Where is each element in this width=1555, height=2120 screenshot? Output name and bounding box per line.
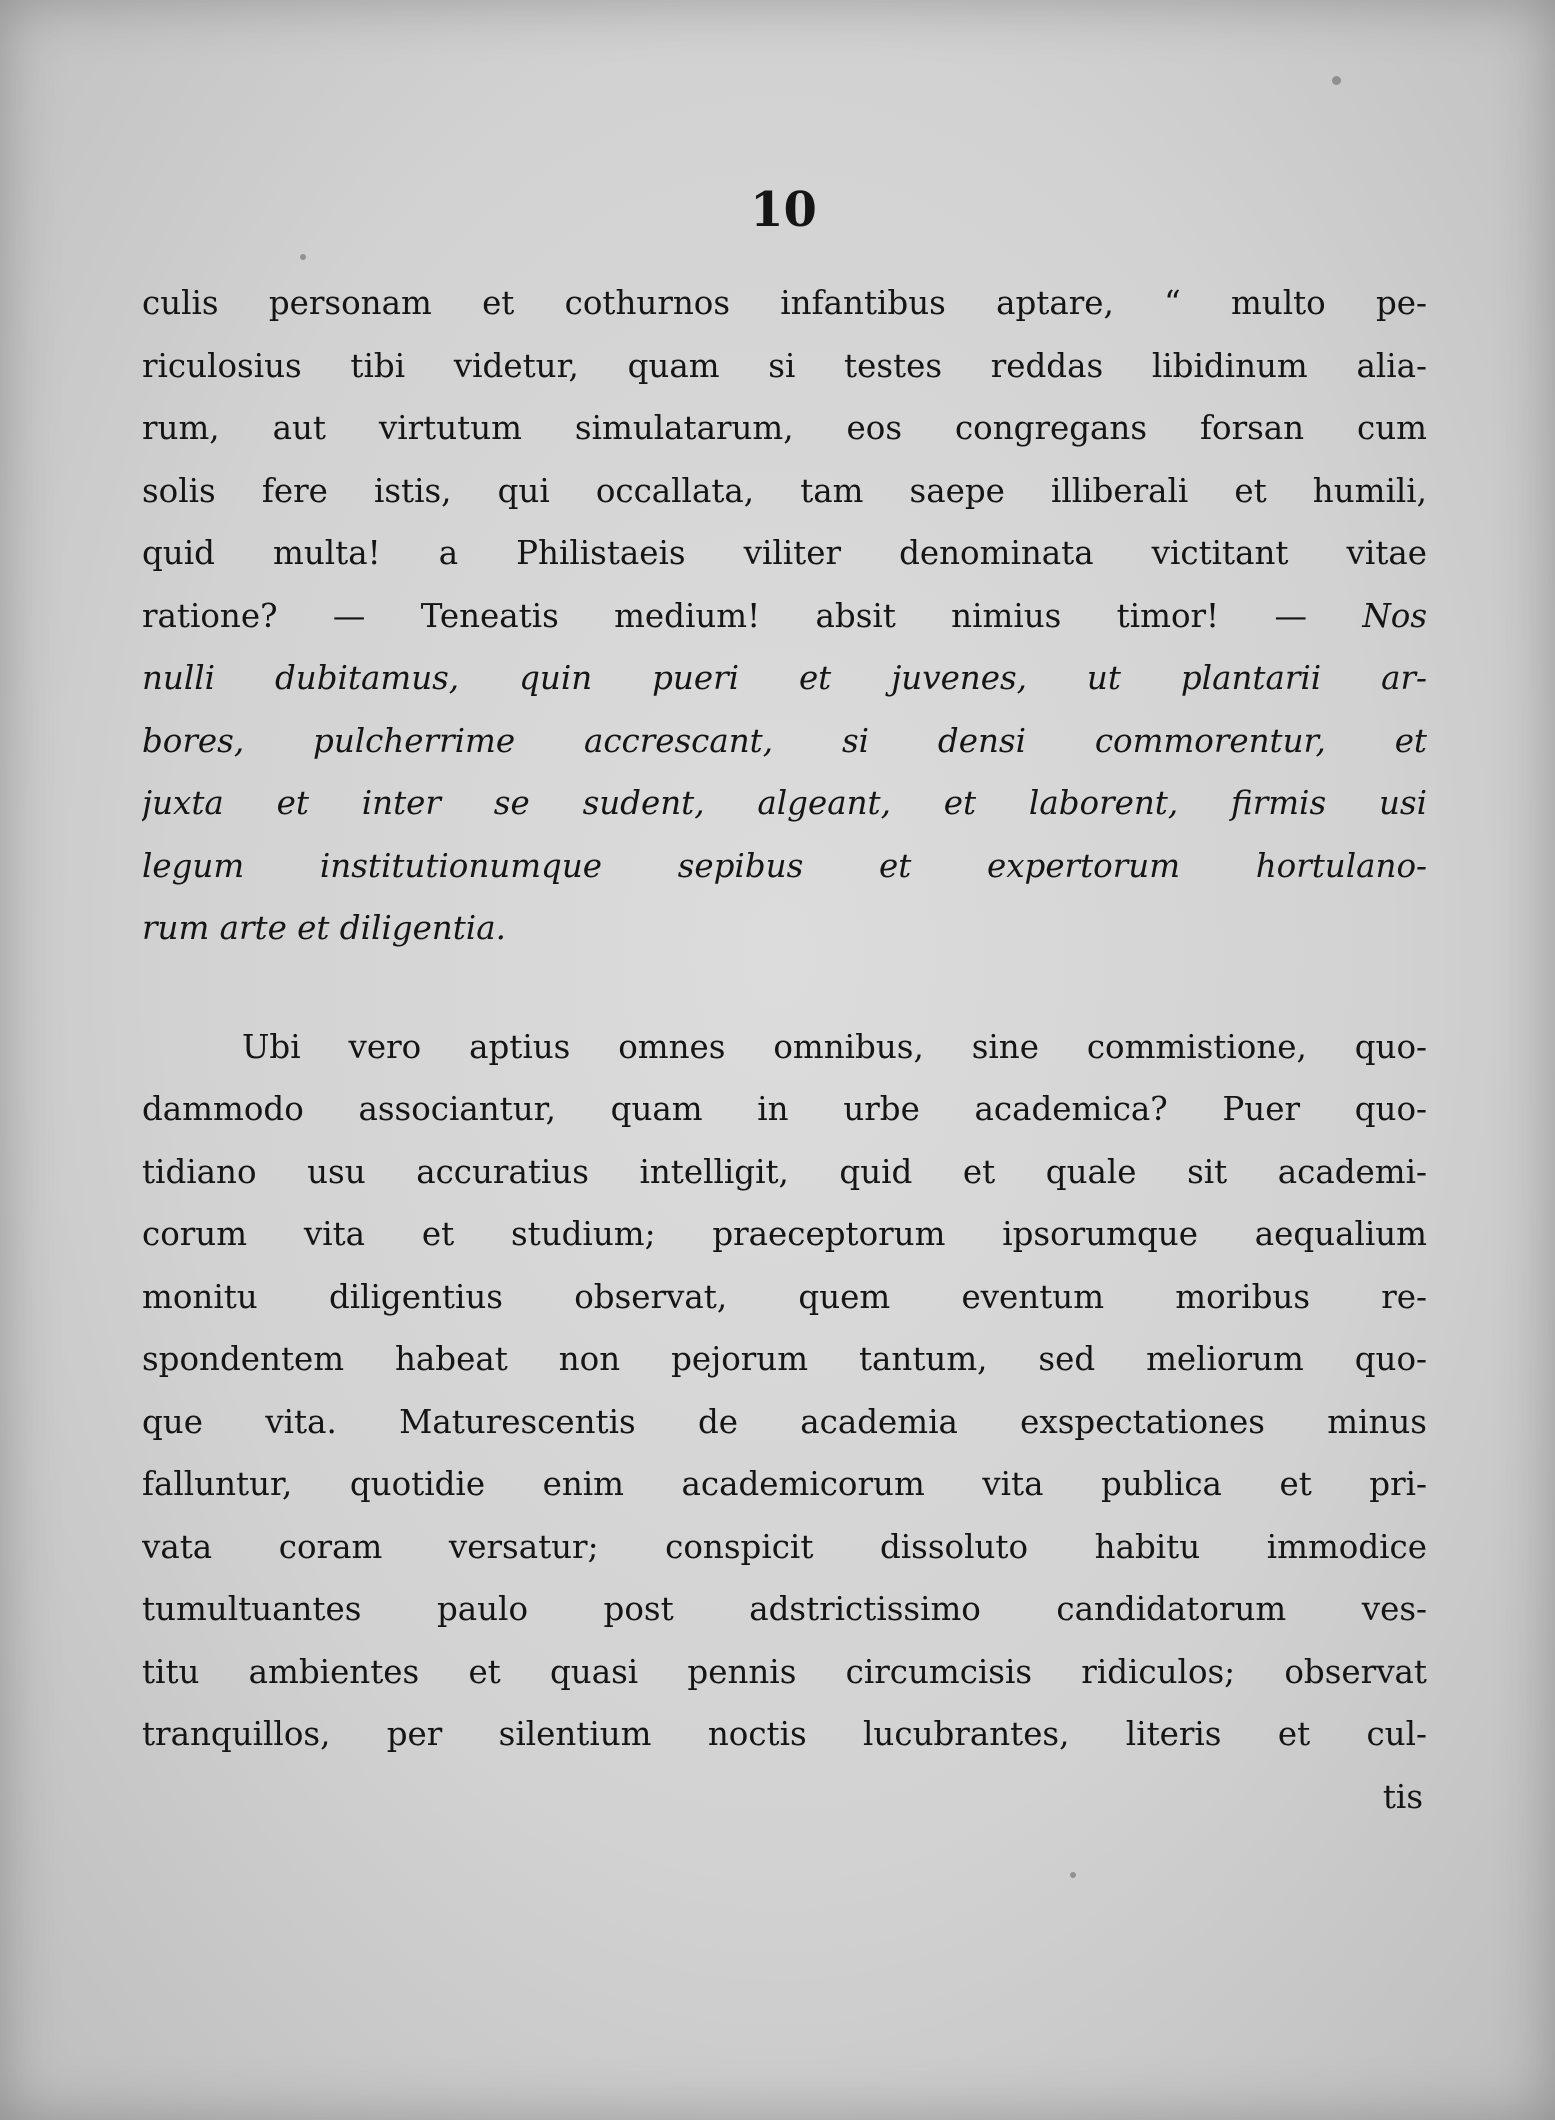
text-line: solis fere istis, qui occallata, tam saepe illiberali et humili, — [142, 471, 1427, 510]
paragraph-gap — [142, 960, 1427, 1016]
text-line: titu ambientes et quasi pennis circumcisis ridiculos; observat — [142, 1652, 1427, 1691]
text-line: monitu diligentius observat, quem eventum moribus re- — [142, 1277, 1427, 1316]
text-line: falluntur, quotidie enim academicorum vita publica et pri- — [142, 1465, 1427, 1503]
text-line — [142, 585, 1427, 648]
text-line-italic: Nos — [1362, 596, 1427, 635]
body-text — [142, 272, 1427, 1828]
text-line: juxta et inter se sudent, algeant, et laborent, firmis usi — [142, 784, 1427, 822]
catchword: tis — [1382, 1777, 1423, 1816]
text-line: culis personam et cothurnos infantibus aptare, “ multo pe- — [142, 284, 1427, 322]
text-line: tumultuantes paulo post adstrictissimo candidatorum ves- — [142, 1590, 1427, 1628]
page-number: 10 — [750, 182, 817, 238]
text-line: vata coram versatur; conspicit dissoluto habitu immodice — [142, 1527, 1427, 1566]
ink-speck — [1332, 76, 1341, 85]
text-line: quid multa! a Philistaeis viliter denominata victitant vitae — [142, 534, 1427, 572]
text-line: spondentem habeat non pejorum tantum, sed meliorum quo- — [142, 1340, 1427, 1378]
text-line-roman: ratione? — Teneatis medium! absit nimius timor! — — [142, 596, 1307, 635]
ink-speck — [300, 254, 306, 260]
ink-speck — [1070, 1872, 1076, 1878]
text-line: que vita. Maturescentis de academia exspectationes minus — [142, 1402, 1427, 1441]
text-line: corum vita et studium; praeceptorum ipsorumque aequalium — [142, 1215, 1427, 1253]
text-line: tranquillos, per silentium noctis lucubrantes, literis et cul- — [142, 1715, 1427, 1753]
text-line: tidiano usu accuratius intelligit, quid et quale sit academi- — [142, 1152, 1427, 1191]
text-line: dammodo associantur, quam in urbe academica? Puer quo- — [142, 1090, 1427, 1128]
text-line: rum arte et diligentia. — [142, 909, 506, 947]
text-line: rum, aut virtutum simulatarum, eos congregans forsan cum — [142, 409, 1427, 447]
paragraph-2 — [142, 1016, 1427, 1766]
text-line: bores, pulcherrime accrescant, si densi commorentur, et — [142, 721, 1427, 760]
text-line: Ubi vero aptius omnes omnibus, sine commistione, quo- — [242, 1027, 1427, 1066]
text-line: riculosius tibi videtur, quam si testes reddas libidinum alia- — [142, 346, 1427, 385]
text-line: legum institutionumque sepibus et expertorum hortulano- — [142, 846, 1427, 885]
paragraph-1 — [142, 272, 1427, 960]
text-line: nulli dubitamus, quin pueri et juvenes, ut plantarii ar- — [142, 659, 1427, 697]
